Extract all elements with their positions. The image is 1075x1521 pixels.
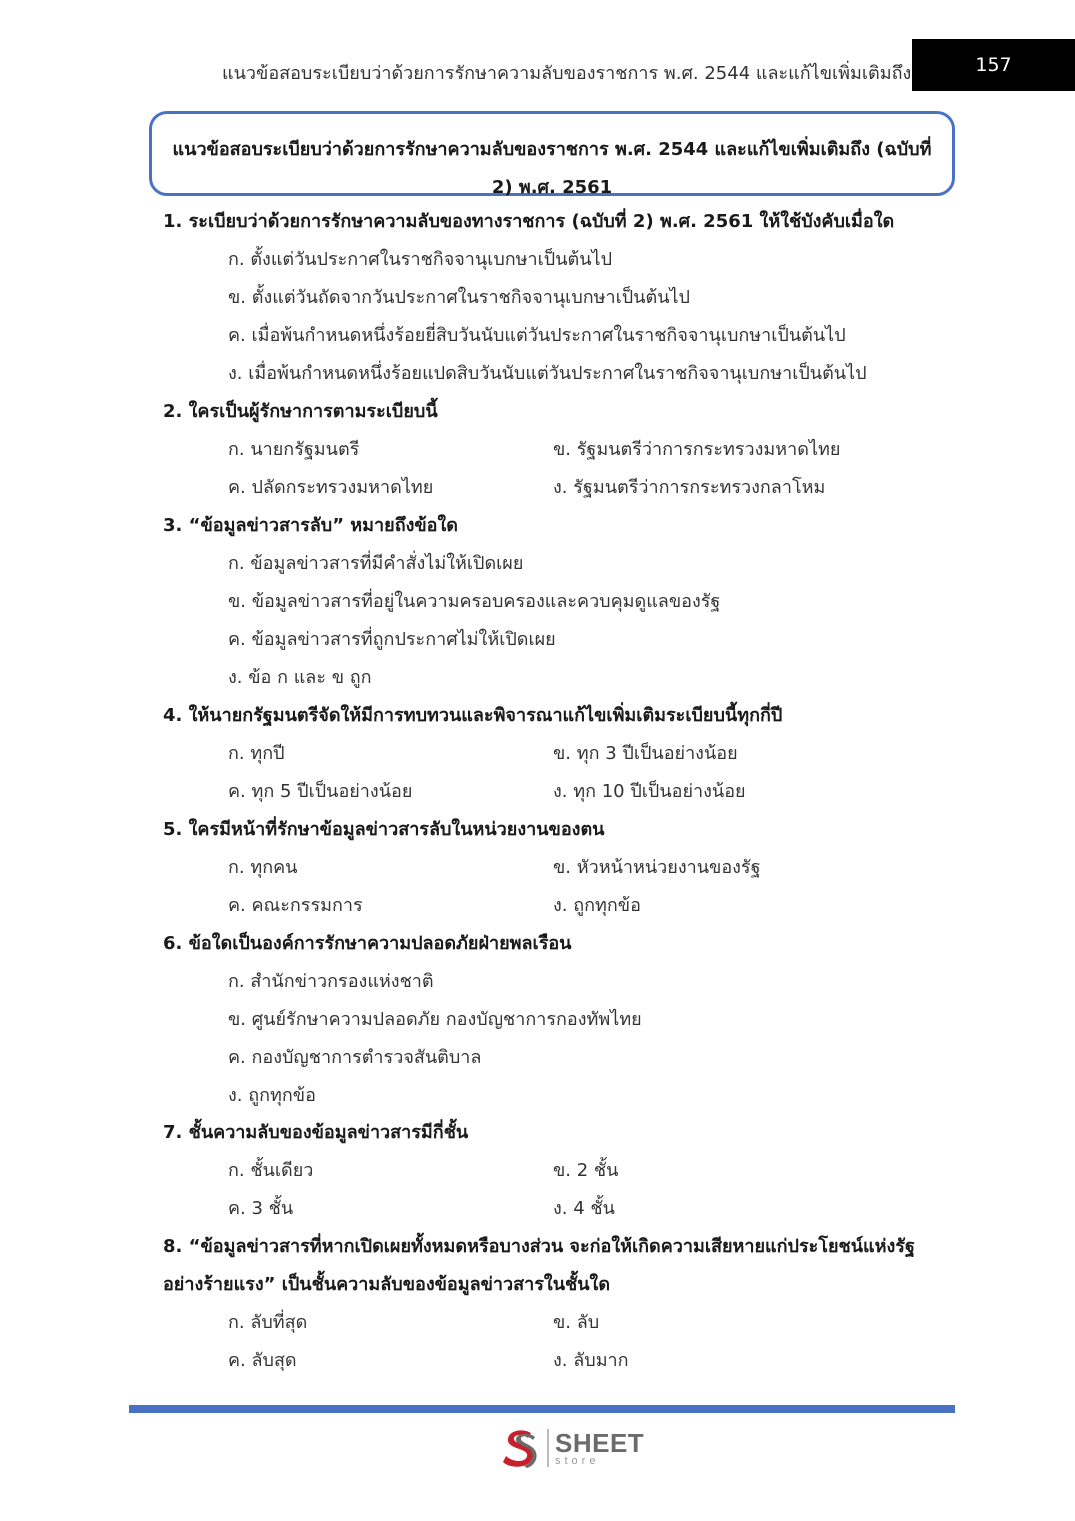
question-4-option-d: ง. ทุก 10 ปีเป็นอย่างน้อย bbox=[553, 781, 746, 802]
question-5-option-b: ข. หัวหน้าหน่วยงานของรัฐ bbox=[553, 857, 761, 878]
question-3-option-b: ข. ข้อมูลข่าวสารที่อยู่ในความครอบครองและควบคุมดูแลของรัฐ bbox=[228, 591, 721, 612]
question-5: 5. ใครมีหน้าที่รักษาข้อมูลข่าวสารลับในหน่วยงานของตน bbox=[163, 819, 605, 840]
question-8-option-d: ง. ลับมาก bbox=[553, 1350, 629, 1371]
question-2-option-a: ก. นายกรัฐมนตรี bbox=[228, 439, 360, 460]
question-4: 4. ให้นายกรัฐมนตรีจัดให้มีการทบทวนและพิจารณาแก้ไขเพิ่มเติมระเบียบนี้ทุกกี่ปี bbox=[163, 705, 783, 726]
question-7-option-c: ค. 3 ชั้น bbox=[228, 1198, 294, 1219]
question-7-option-d: ง. 4 ชั้น bbox=[553, 1198, 615, 1219]
question-5-option-d: ง. ถูกทุกข้อ bbox=[553, 895, 641, 916]
question-6-option-c: ค. กองบัญชาการตำรวจสันติบาล bbox=[228, 1047, 482, 1068]
question-8-option-a: ก. ลับที่สุด bbox=[228, 1312, 308, 1333]
question-2-option-d: ง. รัฐมนตรีว่าการกระทรวงกลาโหม bbox=[553, 477, 826, 498]
document-title-line-2: 2) พ.ศ. 2561 bbox=[491, 177, 613, 198]
question-1: 1. ระเบียบว่าด้วยการรักษาความลับของทางราชการ (ฉบับที่ 2) พ.ศ. 2561 ให้ใช้บังคับเมื่อใด bbox=[163, 211, 895, 232]
question-2-option-c: ค. ปลัดกระทรวงมหาดไทย bbox=[228, 477, 434, 498]
question-7-option-a: ก. ชั้นเดียว bbox=[228, 1160, 314, 1181]
question-3-option-d: ง. ข้อ ก และ ข ถูก bbox=[228, 667, 372, 688]
sheet-store-logo bbox=[497, 1425, 644, 1471]
question-1-option-a: ก. ตั้งแต่วันประกาศในราชกิจจานุเบกษาเป็นต้นไป bbox=[228, 249, 613, 270]
question-7: 7. ชั้นความลับของข้อมูลข่าวสารมีกี่ชั้น bbox=[163, 1122, 469, 1143]
question-8-option-c: ค. ลับสุด bbox=[228, 1350, 297, 1371]
footer-divider bbox=[129, 1405, 955, 1413]
question-3: 3. “ข้อมูลข่าวสารลับ” หมายถึงข้อใด bbox=[163, 515, 458, 536]
question-6: 6. ข้อใดเป็นองค์การรักษาความปลอดภัยฝ่ายพลเรือน bbox=[163, 933, 572, 954]
question-6-option-b: ข. ศูนย์รักษาความปลอดภัย กองบัญชาการกองทัพไทย bbox=[228, 1009, 642, 1030]
question-1-option-c: ค. เมื่อพ้นกำหนดหนึ่งร้อยยี่สิบวันนับแต่วันประกาศในราชกิจจานุเบกษาเป็นต้นไป bbox=[228, 325, 846, 346]
sheet-store-s-icon bbox=[497, 1425, 543, 1471]
question-6-option-a: ก. สำนักข่าวกรองแห่งชาติ bbox=[228, 971, 434, 992]
question-7-option-b: ข. 2 ชั้น bbox=[553, 1160, 619, 1181]
page-number: 157 bbox=[912, 39, 1075, 91]
question-5-option-c: ค. คณะกรรมการ bbox=[228, 895, 363, 916]
logo-wordmark: SHEET bbox=[555, 1427, 645, 1458]
question-4-option-a: ก. ทุกปี bbox=[228, 743, 285, 764]
running-header: แนวข้อสอบระเบียบว่าด้วยการรักษาความลับของราชการ พ.ศ. 2544 และแก้ไขเพิ่มเติมถึง bbox=[222, 63, 912, 84]
document-title-line-1: แนวข้อสอบระเบียบว่าด้วยการรักษาความลับของราชการ พ.ศ. 2544 และแก้ไขเพิ่มเติมถึง (ฉบับที่ bbox=[172, 139, 932, 160]
logo-subtext: store bbox=[555, 1454, 600, 1467]
question-1-option-d: ง. เมื่อพ้นกำหนดหนึ่งร้อยแปดสิบวันนับแต่วันประกาศในราชกิจจานุเบกษาเป็นต้นไป bbox=[228, 363, 867, 384]
question-6-option-d: ง. ถูกทุกข้อ bbox=[228, 1085, 316, 1106]
question-3-option-a: ก. ข้อมูลข่าวสารที่มีคำสั่งไม่ให้เปิดเผย bbox=[228, 553, 524, 574]
question-2: 2. ใครเป็นผู้รักษาการตามระเบียบนี้ bbox=[163, 401, 438, 422]
question-4-option-c: ค. ทุก 5 ปีเป็นอย่างน้อย bbox=[228, 781, 413, 802]
question-5-option-a: ก. ทุกคน bbox=[228, 857, 298, 878]
question-4-option-b: ข. ทุก 3 ปีเป็นอย่างน้อย bbox=[553, 743, 738, 764]
question-8: 8. “ข้อมูลข่าวสารที่หากเปิดเผยทั้งหมดหรือบางส่วน จะก่อให้เกิดความเสียหายแก่ประโยชน์แห่งรัฐอย่างร้ายแรง” เป็นชั้นความลับของข้อมูลข่าวสารในชั้นใด bbox=[163, 1236, 915, 1295]
question-3-option-c: ค. ข้อมูลข่าวสารที่ถูกประกาศไม่ให้เปิดเผย bbox=[228, 629, 556, 650]
question-8-option-b: ข. ลับ bbox=[553, 1312, 600, 1333]
document-title-box bbox=[149, 111, 955, 196]
question-1-option-b: ข. ตั้งแต่วันถัดจากวันประกาศในราชกิจจานุเบกษาเป็นต้นไป bbox=[228, 287, 690, 308]
question-2-option-b: ข. รัฐมนตรีว่าการกระทรวงมหาดไทย bbox=[553, 439, 841, 460]
